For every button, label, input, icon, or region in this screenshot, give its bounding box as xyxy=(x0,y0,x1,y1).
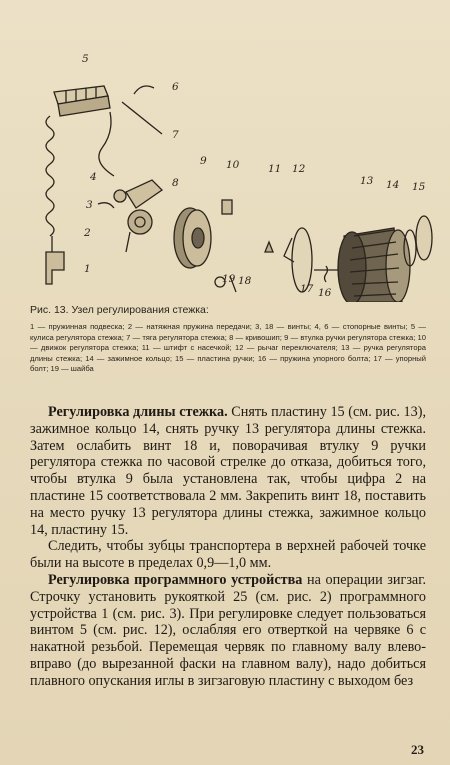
figure-label-18: 18 xyxy=(238,275,252,287)
figure-label-17: 17 xyxy=(300,283,314,295)
figure-label-15: 15 xyxy=(412,181,426,193)
figure-label-10: 10 xyxy=(226,159,240,171)
figure-label-1: 1 xyxy=(84,263,91,275)
page-number: 23 xyxy=(411,742,424,757)
figure-label-12: 12 xyxy=(292,163,306,175)
figure-label-16: 16 xyxy=(318,287,332,299)
figure-caption xyxy=(30,304,426,375)
stitch-regulator-figure xyxy=(22,52,434,302)
heading-stitch-length: Регулировка длины стежка. xyxy=(48,404,228,420)
figure-label-19: 19 xyxy=(222,273,236,285)
figure-label-3: 3 xyxy=(86,199,93,211)
figure-label-2: 2 xyxy=(84,227,91,239)
figure-label-6: 6 xyxy=(172,81,179,93)
figure-label-8: 8 xyxy=(172,177,179,189)
paragraph-stitch-length xyxy=(30,404,426,538)
paragraph-feed-dog: Следить, чтобы зубцы транспортера в верхней рабочей точке были на высоте в пределах 0,9—1,0 мм. xyxy=(30,538,426,572)
figure-label-13: 13 xyxy=(360,175,374,187)
heading-program-device: Регулировка программного устройства xyxy=(48,571,303,588)
body-text xyxy=(30,404,426,690)
figure-label-7: 7 xyxy=(172,129,179,141)
figure-label-9: 9 xyxy=(200,155,207,167)
figure-label-5: 5 xyxy=(82,53,89,65)
figure-label-14: 14 xyxy=(386,179,400,191)
caption-legend: 1 — пружинная подвеска; 2 — натяжная пружина передачи; 3, 18 — винты; 4, 6 — стопорные винты; 5 — кулиса регулятора стежка; 7 — тяга регулятора стежка; 8 — кривошип; 9 — втулка ручки регулятора стежка; 10 — движок регулятора стежка; 11 — штифт с насечкой; 12 — рычаг переключателя; 13 — ручка регулятора длины стежка; 14 — зажимное кольцо; 15 — пластина ручки; 16 — пружина упорного болта; 17 — упорный болт; 19 — шайба xyxy=(30,322,426,374)
paragraph-stitch-length-text: Снять пластину 15 (см. рис. 13), зажимное кольцо 14, снять ручку 13 регулятора длины стежка. Затем ослабить винт 18 и, поворачивая втулку 9 ручки регулятора стежка по часовой стрелке до отказа, добиться того, чтобы втулка 9 была установлена так, чтобы цифра 2 на пластине 15 соответствовала 2 мм. Закрепить винт 18, поставить на место ручку 13 регулятора длины стежка, зажимное кольцо 14, пластину 15. xyxy=(30,404,426,538)
figure-label-4: 4 xyxy=(90,171,97,183)
paragraph-program-device-text: на операции зигзаг. Строчку установить рукояткой 25 (см. рис. 2) программного устройства 1 (см. рис. 3). При регулировке следует пользоваться винтом 5 (см. рис. 12), ослабляя его отверткой на червяке 6 с накатной резьбой. Перемещая червяк по главному валу влево-вправо (до вырезанной фаски на главном валу), надо добиться плавного опускания иглы в зигзаговую пластину с выходом без xyxy=(30,571,426,689)
paragraph-program-device xyxy=(30,572,426,690)
caption-title: Рис. 13. Узел регулирования стежка: xyxy=(30,304,209,316)
figure-label-11: 11 xyxy=(268,163,282,175)
